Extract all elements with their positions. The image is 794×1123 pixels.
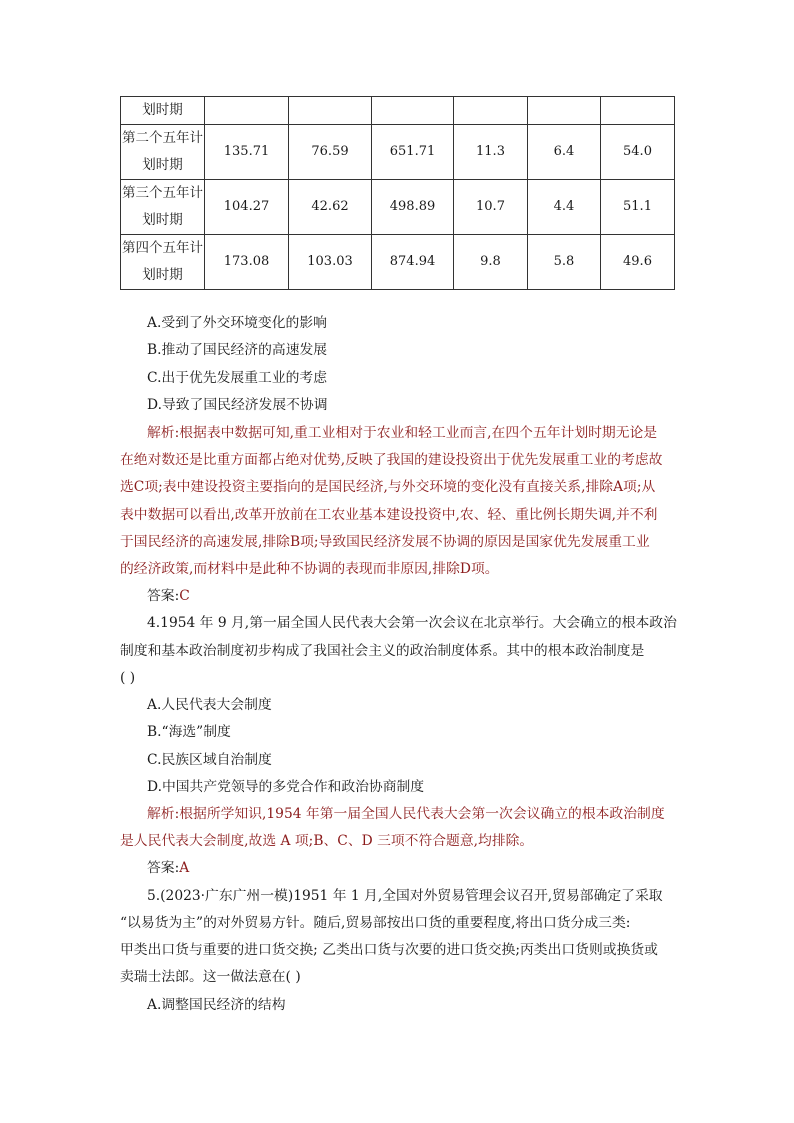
investment-table — [120, 96, 675, 290]
table-cell: 10.7 — [454, 180, 528, 235]
q3-analysis-line: 在绝对数还是比重方面都占绝对优势,反映了我国的建设投资出于优先发展重工业的考虑故 — [120, 452, 663, 468]
table-cell: 103.03 — [289, 235, 372, 290]
q4-option-d: D.中国共产党领导的多党合作和政治协商制度 — [147, 779, 425, 795]
q4-option-c: C.民族区域自治制度 — [147, 752, 272, 768]
table-cell: 9.8 — [454, 235, 528, 290]
q3-analysis-line: 选C项;表中建设投资主要指向的是国民经济,与外交环境的变化没有直接关系,排除A项;从 — [120, 479, 656, 495]
table-cell — [205, 97, 289, 125]
table-cell — [601, 97, 675, 125]
q3-analysis-line: 于国民经济的高速发展,排除B项;导致国民经济发展不协调的原因是国家优先发展重工业 — [120, 534, 650, 550]
table-cell: 11.3 — [454, 125, 528, 180]
table-cell: 76.59 — [289, 125, 372, 180]
q3-analysis-line: 表中数据可以看出,改革开放前在工农业基本建设投资中,农、轻、重比例长期失调,并不利 — [120, 507, 658, 523]
q4-stem-line: ( ) — [120, 670, 136, 686]
table-cell: 135.71 — [205, 125, 289, 180]
table-cell: 49.6 — [601, 235, 675, 290]
table-cell-period: 第三个五年计 划时期 — [121, 180, 205, 235]
table-cell: 498.89 — [372, 180, 454, 235]
table-cell — [372, 97, 454, 125]
q3-option-b: B.推动了国民经济的高速发展 — [147, 342, 328, 358]
q4-answer: 答案:A — [147, 860, 190, 876]
table-cell — [454, 97, 528, 125]
table-cell: 54.0 — [601, 125, 675, 180]
table-cell: 4.4 — [528, 180, 601, 235]
table-cell-period: 划时期 — [121, 97, 205, 125]
table-row — [121, 180, 675, 235]
q3-option-d: D.导致了国民经济发展不协调 — [147, 397, 328, 413]
table-cell — [528, 97, 601, 125]
table-cell: 6.4 — [528, 125, 601, 180]
q5-stem-line: 甲类出口货与重要的进口货交换; 乙类出口货与次要的进口货交换;丙类出口货则或换货或 — [120, 942, 658, 958]
table-row — [121, 97, 675, 125]
table-cell-period: 第四个五年计 划时期 — [121, 235, 205, 290]
q4-stem-line: 制度和基本政治制度初步构成了我国社会主义的政治制度体系。其中的根本政治制度是 — [120, 643, 645, 659]
q3-answer: 答案:C — [147, 588, 190, 604]
table-cell — [289, 97, 372, 125]
q4-option-b: B.“海选”制度 — [147, 724, 231, 740]
q4-analysis-line: 解析:根据所学知识,1954 年第一届全国人民代表大会第一次会议确立的根本政治制度 — [147, 806, 665, 822]
q4-option-a: A.人民代表大会制度 — [147, 697, 272, 713]
q3-analysis-line: 的经济政策,而材料中是此种不协调的表现而非原因,排除D项。 — [120, 561, 499, 577]
table-cell: 104.27 — [205, 180, 289, 235]
q5-stem-line: 卖瑞士法郎。这一做法意在( ) — [120, 969, 301, 985]
q5-stem-line: 5.(2023·广东广州一模)1951 年 1 月,全国对外贸易管理会议召开,贸易部确定了采取 — [147, 888, 663, 904]
table-cell-period: 第二个五年计 划时期 — [121, 125, 205, 180]
table-cell: 5.8 — [528, 235, 601, 290]
q3-option-c: C.出于优先发展重工业的考虑 — [147, 370, 328, 386]
table-cell: 651.71 — [372, 125, 454, 180]
table-cell: 173.08 — [205, 235, 289, 290]
q3-analysis-line: 解析:根据表中数据可知,重工业相对于农业和轻工业而言,在四个五年计划时期无论是 — [147, 425, 658, 441]
table-cell: 42.62 — [289, 180, 372, 235]
q5-stem-line: “以易货为主”的对外贸易方针。随后,贸易部按出口货的重要程度,将出口货分成三类: — [120, 915, 631, 931]
table-row — [121, 235, 675, 290]
q4-analysis-line: 是人民代表大会制度,故选 A 项;B、C、D 三项不符合题意,均排除。 — [120, 833, 534, 849]
q4-stem-line: 4.1954 年 9 月,第一届全国人民代表大会第一次会议在北京举行。大会确立的根本政治 — [147, 615, 677, 631]
table-cell: 874.94 — [372, 235, 454, 290]
q3-option-a: A.受到了外交环境变化的影响 — [147, 315, 327, 331]
table-cell: 51.1 — [601, 180, 675, 235]
q5-option-a: A.调整国民经济的结构 — [147, 997, 286, 1013]
table-row — [121, 125, 675, 180]
